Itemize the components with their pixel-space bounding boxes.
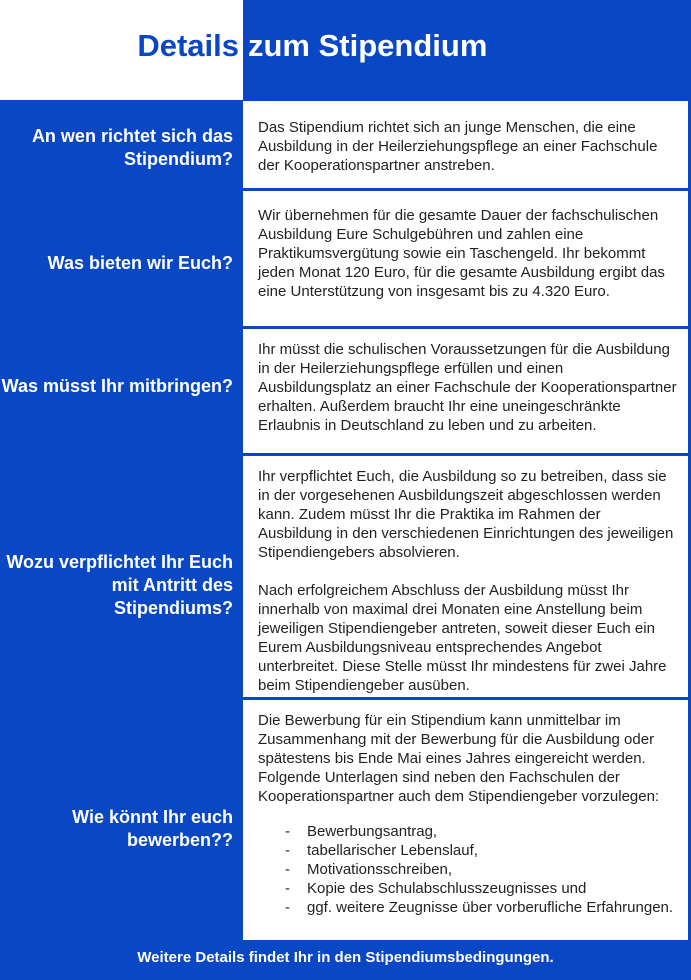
page-title-part2: zum Stipendium	[248, 28, 488, 63]
answer-paragraph: Wir übernehmen für die gesamte Dauer der fachschulischen Ausbildung Eure Schulgebühren und zahlen eine Praktikumsvergütung sowie ein Taschengeld. Ihr bekommt jeden Monat 120 Euro, für die gesamte Ausbildung ergibt das eine Unterstützung von insgesamt bis zu 4.320 Euro.	[258, 207, 665, 300]
answer-requirements	[243, 329, 688, 453]
list-item	[258, 898, 678, 917]
question-requirements: Was müsst Ihr mitbringen?	[1, 376, 233, 396]
question-target-group: An wen richtet sich das Stipendium?	[31, 126, 233, 169]
answer-paragraph: Ihr verpflichtet Euch, die Ausbildung so zu betreiben, dass sie in der vorgesehenen Ausbildungszeit abgeschlossen werden kann. Zudem müsst Ihr die Praktika im Rahmen der Ausbildung in den verschiedenen Einrichtungen des jeweiligen Stipendiengebers absolvieren.	[258, 468, 674, 561]
list-item-text: Bewerbungsantrag,	[307, 823, 438, 840]
answer-paragraph: Ihr müsst die schulischen Voraussetzungen für die Ausbildung in der Heilerziehungspflege erfüllen und einen Ausbildungsplatz an einer Fachschule der Kooperationspartner erhalten. Außerdem braucht Ihr eine uneingeschränkte Erlaubnis in Deutschland zu leben und zu arbeiten.	[258, 341, 677, 434]
question-offer: Was bieten wir Euch?	[47, 253, 233, 273]
page-title-part1: Details	[137, 28, 239, 63]
list-item	[258, 879, 678, 898]
answer-target-group	[243, 101, 688, 188]
answer-obligations	[243, 456, 688, 697]
list-item	[258, 822, 678, 841]
answer-paragraph: Das Stipendium richtet sich an junge Menschen, die eine Ausbildung in der Heilerziehungspflege an einer Fachschule der Kooperationspartner anstreben.	[258, 119, 658, 174]
list-dash: -	[285, 861, 290, 878]
list-item-text: tabellarischer Lebenslauf,	[307, 842, 478, 859]
list-dash: -	[285, 880, 290, 897]
answer-paragraph: Die Bewerbung für ein Stipendium kann unmittelbar im Zusammenhang mit der Bewerbung für die Ausbildung oder spätestens bis Ende Mai eines Jahres eingereicht werden. Folgende Unterlagen sind neben den Fachschulen der Kooperationspartner auch dem Stipendiengeber vorzulegen:	[258, 712, 660, 805]
answer-application	[243, 700, 688, 940]
documents-list	[258, 822, 678, 917]
question-application: Wie könnt Ihr euch bewerben??	[72, 807, 233, 850]
list-item-text: ggf. weitere Zeugnisse über vorberufliche Erfahrungen.	[307, 899, 674, 916]
footer-note: Weitere Details findet Ihr in den Stipendiumsbedingungen.	[137, 949, 554, 966]
list-item	[258, 860, 678, 879]
list-item	[258, 841, 678, 860]
answer-paragraph: Nach erfolgreichem Abschluss der Ausbildung müsst Ihr innerhalb von maximal drei Monaten eine Anstellung beim jeweiligen Stipendiengeber antreten, soweit dieser Euch ein Eurem Ausbildungsniveau entsprechendes Angebot unterbreitet. Diese Stelle müsst Ihr mindestens für zwei Jahre beim Stipendiengeber ausüben.	[258, 582, 667, 694]
list-dash: -	[285, 899, 290, 916]
list-dash: -	[285, 842, 290, 859]
list-item-text: Motivationsschreiben,	[307, 861, 453, 878]
answer-offer	[243, 191, 688, 326]
list-dash: -	[285, 823, 290, 840]
list-item-text: Kopie des Schulabschlusszeugnisses und	[307, 880, 587, 897]
question-obligations: Wozu verpflichtet Ihr Euch mit Antritt des Stipendiums?	[6, 552, 233, 618]
